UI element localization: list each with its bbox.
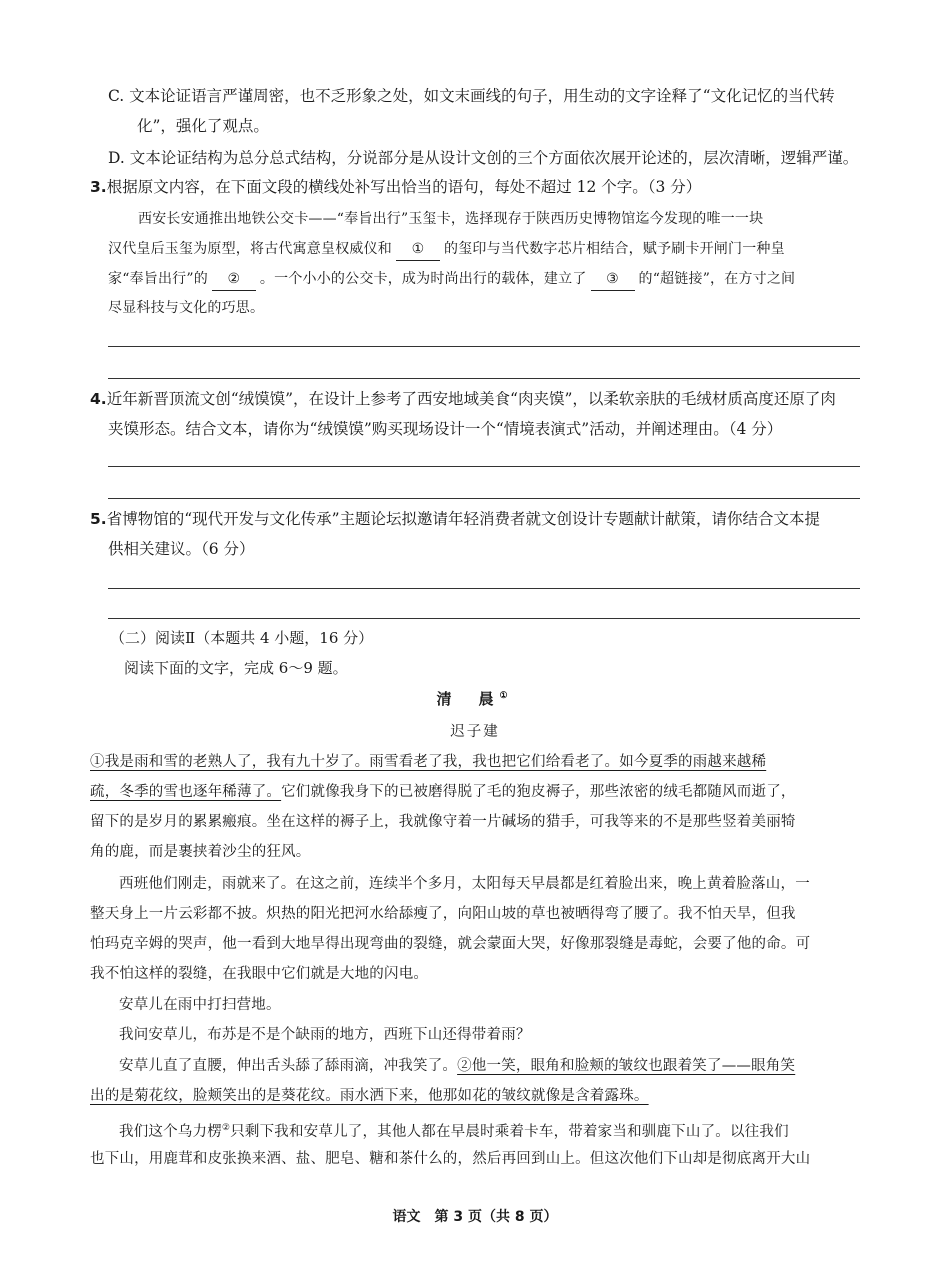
article-text-segment: 它们就像我身下的已被磨得脱了毛的狍皮褥子，那些浓密的绒毛都随风而逝了，	[281, 784, 796, 800]
question-4-line2: 夹馍形态。结合文本，请你为“绒馍馍”购买现场设计一个“情境表演式”活动，并阐述理由。（4 分）	[108, 420, 783, 438]
question-5-stem	[90, 508, 860, 530]
option-c-line2: 化”，强化了观点。	[137, 117, 269, 135]
q4-answer-line-1[interactable]	[108, 466, 860, 467]
option-c-line1: C. 文本论证语言严谨周密，也不乏形象之处，如文末画线的句子，用生动的文字诠释了“文化记忆的当代转	[108, 87, 835, 105]
article-p4: 我问安草儿，布苏是不是个缺雨的地方，西班下山还得带着雨？	[119, 1027, 531, 1043]
page-footer: 语文 第 3 页（共 8 页）	[392, 1209, 558, 1225]
question-3-text: 根据原文内容，在下面文段的横线处补写出恰当的语句，每处不超过 12 个字。（3 分）	[106, 178, 702, 196]
question-5-number: 5.	[90, 510, 107, 528]
article-title	[0, 688, 950, 709]
article-text-segment: 我们这个乌力楞	[119, 1123, 222, 1140]
underlined-sentence-2: ②他一笑，眼角和脸颊的皱纹也跟着笑了——眼角笑	[457, 1058, 796, 1074]
article-text-segment: 安草儿直了直腰，伸出舌头舔了舔雨滴，冲我笑了。	[119, 1058, 458, 1074]
article-p2-line4: 我不怕这样的裂缝，在我眼中它们就是大地的闪电。	[90, 966, 429, 982]
question-3-stem	[90, 176, 860, 198]
q3-answer-line-1[interactable]	[108, 346, 860, 347]
article-p2-line1: 西班他们刚走，雨就来了。在这之前，连续半个多月，太阳每天早晨都是红着脸出来，晚上黄着脸落山，一	[119, 876, 810, 892]
article-p5-line1	[90, 1055, 889, 1077]
q5-answer-line-2[interactable]	[108, 618, 860, 619]
q5-answer-line-1[interactable]	[108, 588, 860, 589]
underlined-sentence-1: ①我是雨和雪的老熟人了，我有九十岁了。雨雪看老了我，我也把它们给看老了。如今夏季的雨越来越稀	[90, 754, 767, 770]
article-author: 迟子建	[450, 724, 500, 740]
underlined-sentence-1-end: 疏，冬季的雪也逐年稀薄了。	[90, 784, 282, 800]
q3-text-segment: 的“超链接”，在方寸之间	[638, 271, 796, 287]
article-p1-line3: 留下的是岁月的累累瘢痕。坐在这样的褥子上，我就像守着一片碱场的猎手，可我等来的不是那些竖着美丽犄	[90, 814, 796, 830]
q3-answer-line-2[interactable]	[108, 378, 860, 379]
article-p3: 安草儿在雨中打扫营地。	[119, 997, 281, 1013]
question-4-number: 4.	[90, 390, 107, 408]
option-d-line1: D. 文本论证结构为总分总式结构，分说部分是从设计文创的三个方面依次展开论述的，层次清晰，逻辑严谨。	[108, 149, 859, 167]
article-p2-line3: 怕玛克辛姆的哭声，他一看到大地旱得出现弯曲的裂缝，就会蒙面大哭，好像那裂缝是毒蛇，会要了他的命。可	[90, 936, 811, 952]
footnote-mark-2: ②	[221, 1123, 231, 1133]
question-5-line2: 供相关建议。（6 分）	[108, 540, 255, 558]
q3-passage-line3	[108, 268, 878, 291]
q3-text-segment: 。一个小小的公交卡，成为时尚出行的载体，建立了	[259, 271, 587, 287]
question-5-line1: 省博物馆的“现代开发与文化传承”主题论坛拟邀请年轻消费者就文创设计专题献计献策，请你结合文本提	[106, 510, 821, 528]
q4-answer-line-2[interactable]	[108, 498, 860, 499]
section-2-heading: （二）阅读Ⅱ（本题共 4 小题，16 分）	[110, 629, 374, 647]
q3-text-segment: 家“奉旨出行”的	[108, 271, 208, 287]
article-p1-line4: 角的鹿，而是裹挟着沙尘的狂风。	[90, 844, 311, 860]
q3-passage-line2	[108, 238, 878, 261]
question-4-stem	[90, 388, 860, 410]
article-title-text: 清 晨	[436, 690, 500, 708]
q3-text-segment: 汉代皇后玉玺为原型，将古代寓意皇权威仪和	[108, 241, 392, 257]
section-2-instruction: 阅读下面的文字，完成 6～9 题。	[124, 659, 348, 677]
article-p6-line1	[90, 1117, 889, 1143]
q3-passage-line4: 尽显科技与文化的巧思。	[108, 300, 265, 316]
q3-blank-3: ③	[591, 268, 635, 291]
article-p1-line1	[90, 751, 860, 773]
article-p1-line2	[90, 781, 860, 803]
q3-passage-line1: 西安长安通推出地铁公交卡——“奉旨出行”玉玺卡，选择现存于陕西历史博物馆迄今发现的唯一一块	[138, 211, 764, 227]
question-3-number: 3.	[90, 178, 107, 196]
article-text-segment: 只剩下我和安草儿了，其他人都在早晨时乘着卡车，带着家当和驯鹿下山了。以往我们	[230, 1123, 789, 1140]
article-title-footnote-mark: ①	[499, 691, 514, 701]
article-p5-line2	[90, 1085, 860, 1107]
article-p6-line2: 也下山，用鹿茸和皮张换来酒、盐、肥皂、糖和茶什么的，然后再回到山上。但这次他们下山却是彻底离开大山	[90, 1151, 811, 1167]
q3-text-segment: 的玺印与当代数字芯片相结合，赋予刷卡开闸门一种皇	[444, 241, 785, 257]
q3-blank-1: ①	[396, 238, 440, 261]
article-p2-line2: 整天身上一片云彩都不披。炽热的阳光把河水给舔瘦了，向阳山坡的草也被晒得弯了腰了。我不怕天旱，但我	[90, 906, 796, 922]
underlined-sentence-2-end: 出的是菊花纹，脸颊笑出的是葵花纹。雨水洒下来，他那如花的皱纹就像是含着露珠。	[90, 1088, 649, 1104]
q3-blank-2: ②	[212, 268, 256, 291]
question-4-line1: 近年新晋顶流文创“绒馍馍”，在设计上参考了西安地域美食“肉夹馍”，以柔软亲肤的毛绒材质高度还原了肉	[106, 390, 836, 408]
